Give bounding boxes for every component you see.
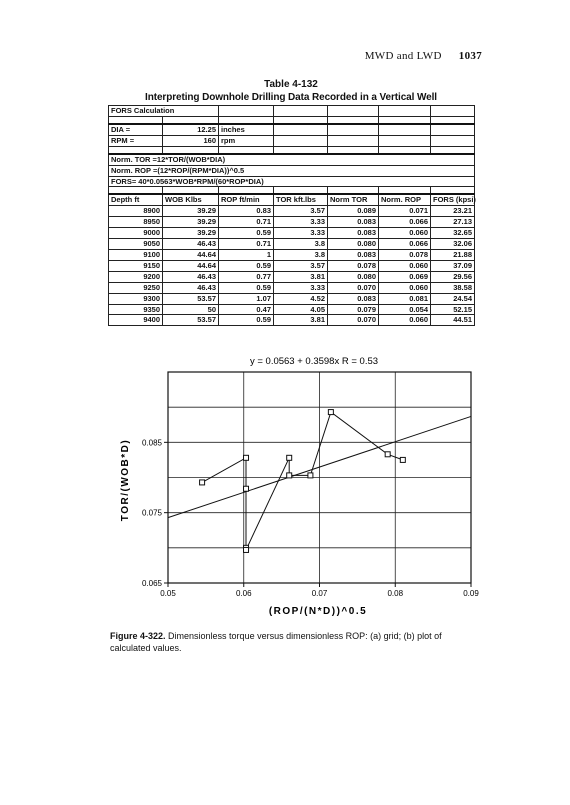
- data-cell: 52.15: [431, 304, 475, 315]
- empty-cell: [163, 116, 219, 124]
- data-cell: 0.083: [328, 228, 379, 239]
- table-row: [109, 304, 475, 315]
- data-point: [385, 452, 390, 457]
- table-row: [109, 315, 475, 326]
- data-cell: 0.060: [379, 315, 431, 326]
- param-unit: rpm: [219, 135, 274, 146]
- y-axis-label: TOR/(WOB*D): [120, 438, 131, 522]
- empty-cell: [431, 135, 475, 146]
- data-cell: 46.43: [163, 239, 219, 250]
- running-head-title: MWD and LWD: [364, 50, 442, 62]
- chart-title: y = 0.0563 + 0.3598x R = 0.53: [249, 356, 379, 367]
- empty-cell: [379, 135, 431, 146]
- data-cell: 3.81: [274, 271, 328, 282]
- table-row: [109, 249, 475, 260]
- formula-row: FORS= 40*0.0563*WOB*RPM/(60*ROP*DIA): [109, 176, 475, 187]
- data-cell: 46.43: [163, 282, 219, 293]
- data-cell: 46.43: [163, 271, 219, 282]
- data-cell: 0.83: [219, 206, 274, 217]
- data-point: [244, 455, 249, 460]
- data-cell: 8900: [109, 206, 163, 217]
- y-tick-label: 0.065: [141, 579, 162, 588]
- data-cell: 0.066: [379, 239, 431, 250]
- formula-row: Norm. TOR =12*TOR/(WOB*DIA): [109, 154, 475, 165]
- data-cell: 44.51: [431, 315, 475, 326]
- data-cell: 9250: [109, 282, 163, 293]
- data-cell: 1: [219, 249, 274, 260]
- data-cell: 0.078: [379, 249, 431, 260]
- empty-cell: [379, 116, 431, 124]
- empty-cell: [219, 116, 274, 124]
- empty-cell: [274, 146, 328, 154]
- data-point: [308, 473, 313, 478]
- data-cell: 44.64: [163, 249, 219, 260]
- section-label: FORS Calculation: [109, 106, 219, 117]
- data-cell: 0.080: [328, 239, 379, 250]
- empty-cell: [379, 124, 431, 135]
- empty-cell: [274, 106, 328, 117]
- x-axis-label: (ROP/(N*D))^0.5: [268, 606, 368, 617]
- data-cell: 9050: [109, 239, 163, 250]
- empty-cell: [274, 135, 328, 146]
- data-cell: 0.078: [328, 260, 379, 271]
- table-row: [109, 271, 475, 282]
- figure-caption-text: Dimensionless torque versus dimensionless ROP: (a) grid; (b) plot of calculated values.: [110, 631, 442, 653]
- running-head: [365, 50, 482, 62]
- y-tick-label: 0.085: [141, 438, 162, 448]
- data-cell: 0.060: [379, 282, 431, 293]
- chart-series: [200, 410, 406, 553]
- data-cell: 27.13: [431, 217, 475, 228]
- param-value: 12.25: [163, 124, 219, 135]
- data-cell: 0.77: [219, 271, 274, 282]
- data-cell: 3.81: [274, 315, 328, 326]
- data-cell: 9350: [109, 304, 163, 315]
- data-point: [244, 547, 249, 552]
- data-cell: 0.066: [379, 217, 431, 228]
- column-header: Depth ft: [109, 194, 163, 205]
- empty-cell: [109, 116, 163, 124]
- data-cell: 0.070: [328, 315, 379, 326]
- param-unit: inches: [219, 124, 274, 135]
- data-cell: 9100: [109, 249, 163, 260]
- x-tick-label: 0.09: [463, 589, 479, 598]
- column-header: WOB Klbs: [163, 194, 219, 205]
- data-point: [287, 455, 292, 460]
- empty-cell: [219, 187, 274, 195]
- data-cell: 50: [163, 304, 219, 315]
- data-cell: 0.079: [328, 304, 379, 315]
- data-point: [244, 545, 249, 550]
- empty-cell: [274, 116, 328, 124]
- data-cell: 3.8: [274, 249, 328, 260]
- formula-row: Norm. ROP =(12*ROP/(RPM*DIA))^0.5: [109, 165, 475, 176]
- chart-grid: [168, 372, 471, 583]
- data-cell: 39.29: [163, 206, 219, 217]
- data-cell: 44.64: [163, 260, 219, 271]
- x-tick-label: 0.06: [235, 589, 252, 598]
- data-point: [287, 473, 292, 478]
- table-row: [109, 239, 475, 250]
- page-number: 1037: [458, 50, 482, 62]
- empty-cell: [328, 146, 379, 154]
- plot-frame: [168, 372, 471, 583]
- column-header: TOR kft.lbs: [274, 194, 328, 205]
- chart-tick-labels: [142, 438, 479, 598]
- data-cell: 29.56: [431, 271, 475, 282]
- data-cell: 53.57: [163, 293, 219, 304]
- data-cell: 3.33: [274, 228, 328, 239]
- empty-cell: [109, 187, 163, 195]
- figure-caption-label: Figure 4-322.: [110, 631, 166, 641]
- empty-cell: [431, 106, 475, 117]
- empty-cell: [109, 146, 163, 154]
- data-cell: 0.083: [328, 249, 379, 260]
- empty-cell: [431, 124, 475, 135]
- data-cell: 3.8: [274, 239, 328, 250]
- data-cell: 32.06: [431, 239, 475, 250]
- data-cell: 0.060: [379, 228, 431, 239]
- table-row: [109, 293, 475, 304]
- data-cell: 0.070: [328, 282, 379, 293]
- empty-cell: [328, 106, 379, 117]
- chart-trendline: [168, 416, 471, 517]
- data-cell: 0.083: [328, 293, 379, 304]
- data-cell: 0.089: [328, 206, 379, 217]
- data-cell: 9000: [109, 228, 163, 239]
- data-cell: 8950: [109, 217, 163, 228]
- empty-cell: [163, 187, 219, 195]
- drilling-data-table: [108, 105, 475, 326]
- empty-cell: [163, 146, 219, 154]
- data-cell: 4.52: [274, 293, 328, 304]
- x-tick-label: 0.05: [160, 589, 176, 598]
- data-cell: 9400: [109, 315, 163, 326]
- data-cell: 23.21: [431, 206, 475, 217]
- data-cell: 0.080: [328, 271, 379, 282]
- x-tick-label: 0.07: [311, 589, 328, 598]
- data-cell: 9200: [109, 271, 163, 282]
- table-row: [109, 217, 475, 228]
- data-cell: 37.09: [431, 260, 475, 271]
- chart-axes: [164, 372, 471, 587]
- data-cell: 0.59: [219, 282, 274, 293]
- empty-cell: [431, 146, 475, 154]
- column-header: ROP ft/min: [219, 194, 274, 205]
- data-cell: 3.57: [274, 206, 328, 217]
- empty-cell: [379, 146, 431, 154]
- data-cell: 21.88: [431, 249, 475, 260]
- empty-cell: [274, 124, 328, 135]
- empty-cell: [328, 116, 379, 124]
- data-cell: 0.060: [379, 260, 431, 271]
- figure-caption: [110, 630, 472, 654]
- column-header: Norm TOR: [328, 194, 379, 205]
- regression-line: [168, 416, 471, 517]
- data-cell: 32.65: [431, 228, 475, 239]
- column-header: Norm. ROP: [379, 194, 431, 205]
- empty-cell: [379, 187, 431, 195]
- data-cell: 39.29: [163, 228, 219, 239]
- data-cell: 9150: [109, 260, 163, 271]
- x-tick-label: 0.08: [387, 589, 404, 598]
- data-cell: 0.081: [379, 293, 431, 304]
- data-point: [200, 480, 205, 485]
- data-cell: 0.071: [379, 206, 431, 217]
- data-cell: 0.71: [219, 239, 274, 250]
- param-label: DIA =: [109, 124, 163, 135]
- data-cell: 4.05: [274, 304, 328, 315]
- data-cell: 0.71: [219, 217, 274, 228]
- data-cell: 53.57: [163, 315, 219, 326]
- empty-cell: [328, 124, 379, 135]
- y-tick-label: 0.075: [141, 508, 162, 518]
- data-cell: 38.58: [431, 282, 475, 293]
- data-point: [400, 457, 405, 462]
- data-cell: 9300: [109, 293, 163, 304]
- empty-cell: [274, 187, 328, 195]
- data-cell: 24.54: [431, 293, 475, 304]
- table-title: Interpreting Downhole Drilling Data Recorded in a Vertical Well: [145, 92, 437, 103]
- empty-cell: [379, 106, 431, 117]
- data-cell: 0.069: [379, 271, 431, 282]
- data-cell: 0.47: [219, 304, 274, 315]
- param-value: 160: [163, 135, 219, 146]
- data-point: [328, 410, 333, 415]
- data-cell: 0.59: [219, 228, 274, 239]
- column-header: FORS (kpsi): [431, 194, 475, 205]
- empty-cell: [328, 135, 379, 146]
- data-series-line: [202, 412, 403, 550]
- data-point: [244, 486, 249, 491]
- data-cell: 3.33: [274, 217, 328, 228]
- data-cell: 0.083: [328, 217, 379, 228]
- empty-cell: [219, 146, 274, 154]
- data-cell: 1.07: [219, 293, 274, 304]
- data-cell: 0.054: [379, 304, 431, 315]
- data-cell: 0.59: [219, 260, 274, 271]
- table-row: [109, 228, 475, 239]
- empty-cell: [431, 116, 475, 124]
- data-cell: 3.33: [274, 282, 328, 293]
- data-cell: 0.59: [219, 315, 274, 326]
- data-cell: 3.57: [274, 260, 328, 271]
- empty-cell: [219, 106, 274, 117]
- table-number: Table 4-132: [264, 79, 318, 90]
- empty-cell: [431, 187, 475, 195]
- table-row: [109, 260, 475, 271]
- data-cell: 39.29: [163, 217, 219, 228]
- param-label: RPM =: [109, 135, 163, 146]
- empty-cell: [328, 187, 379, 195]
- table-row: [109, 282, 475, 293]
- table-row: [109, 206, 475, 217]
